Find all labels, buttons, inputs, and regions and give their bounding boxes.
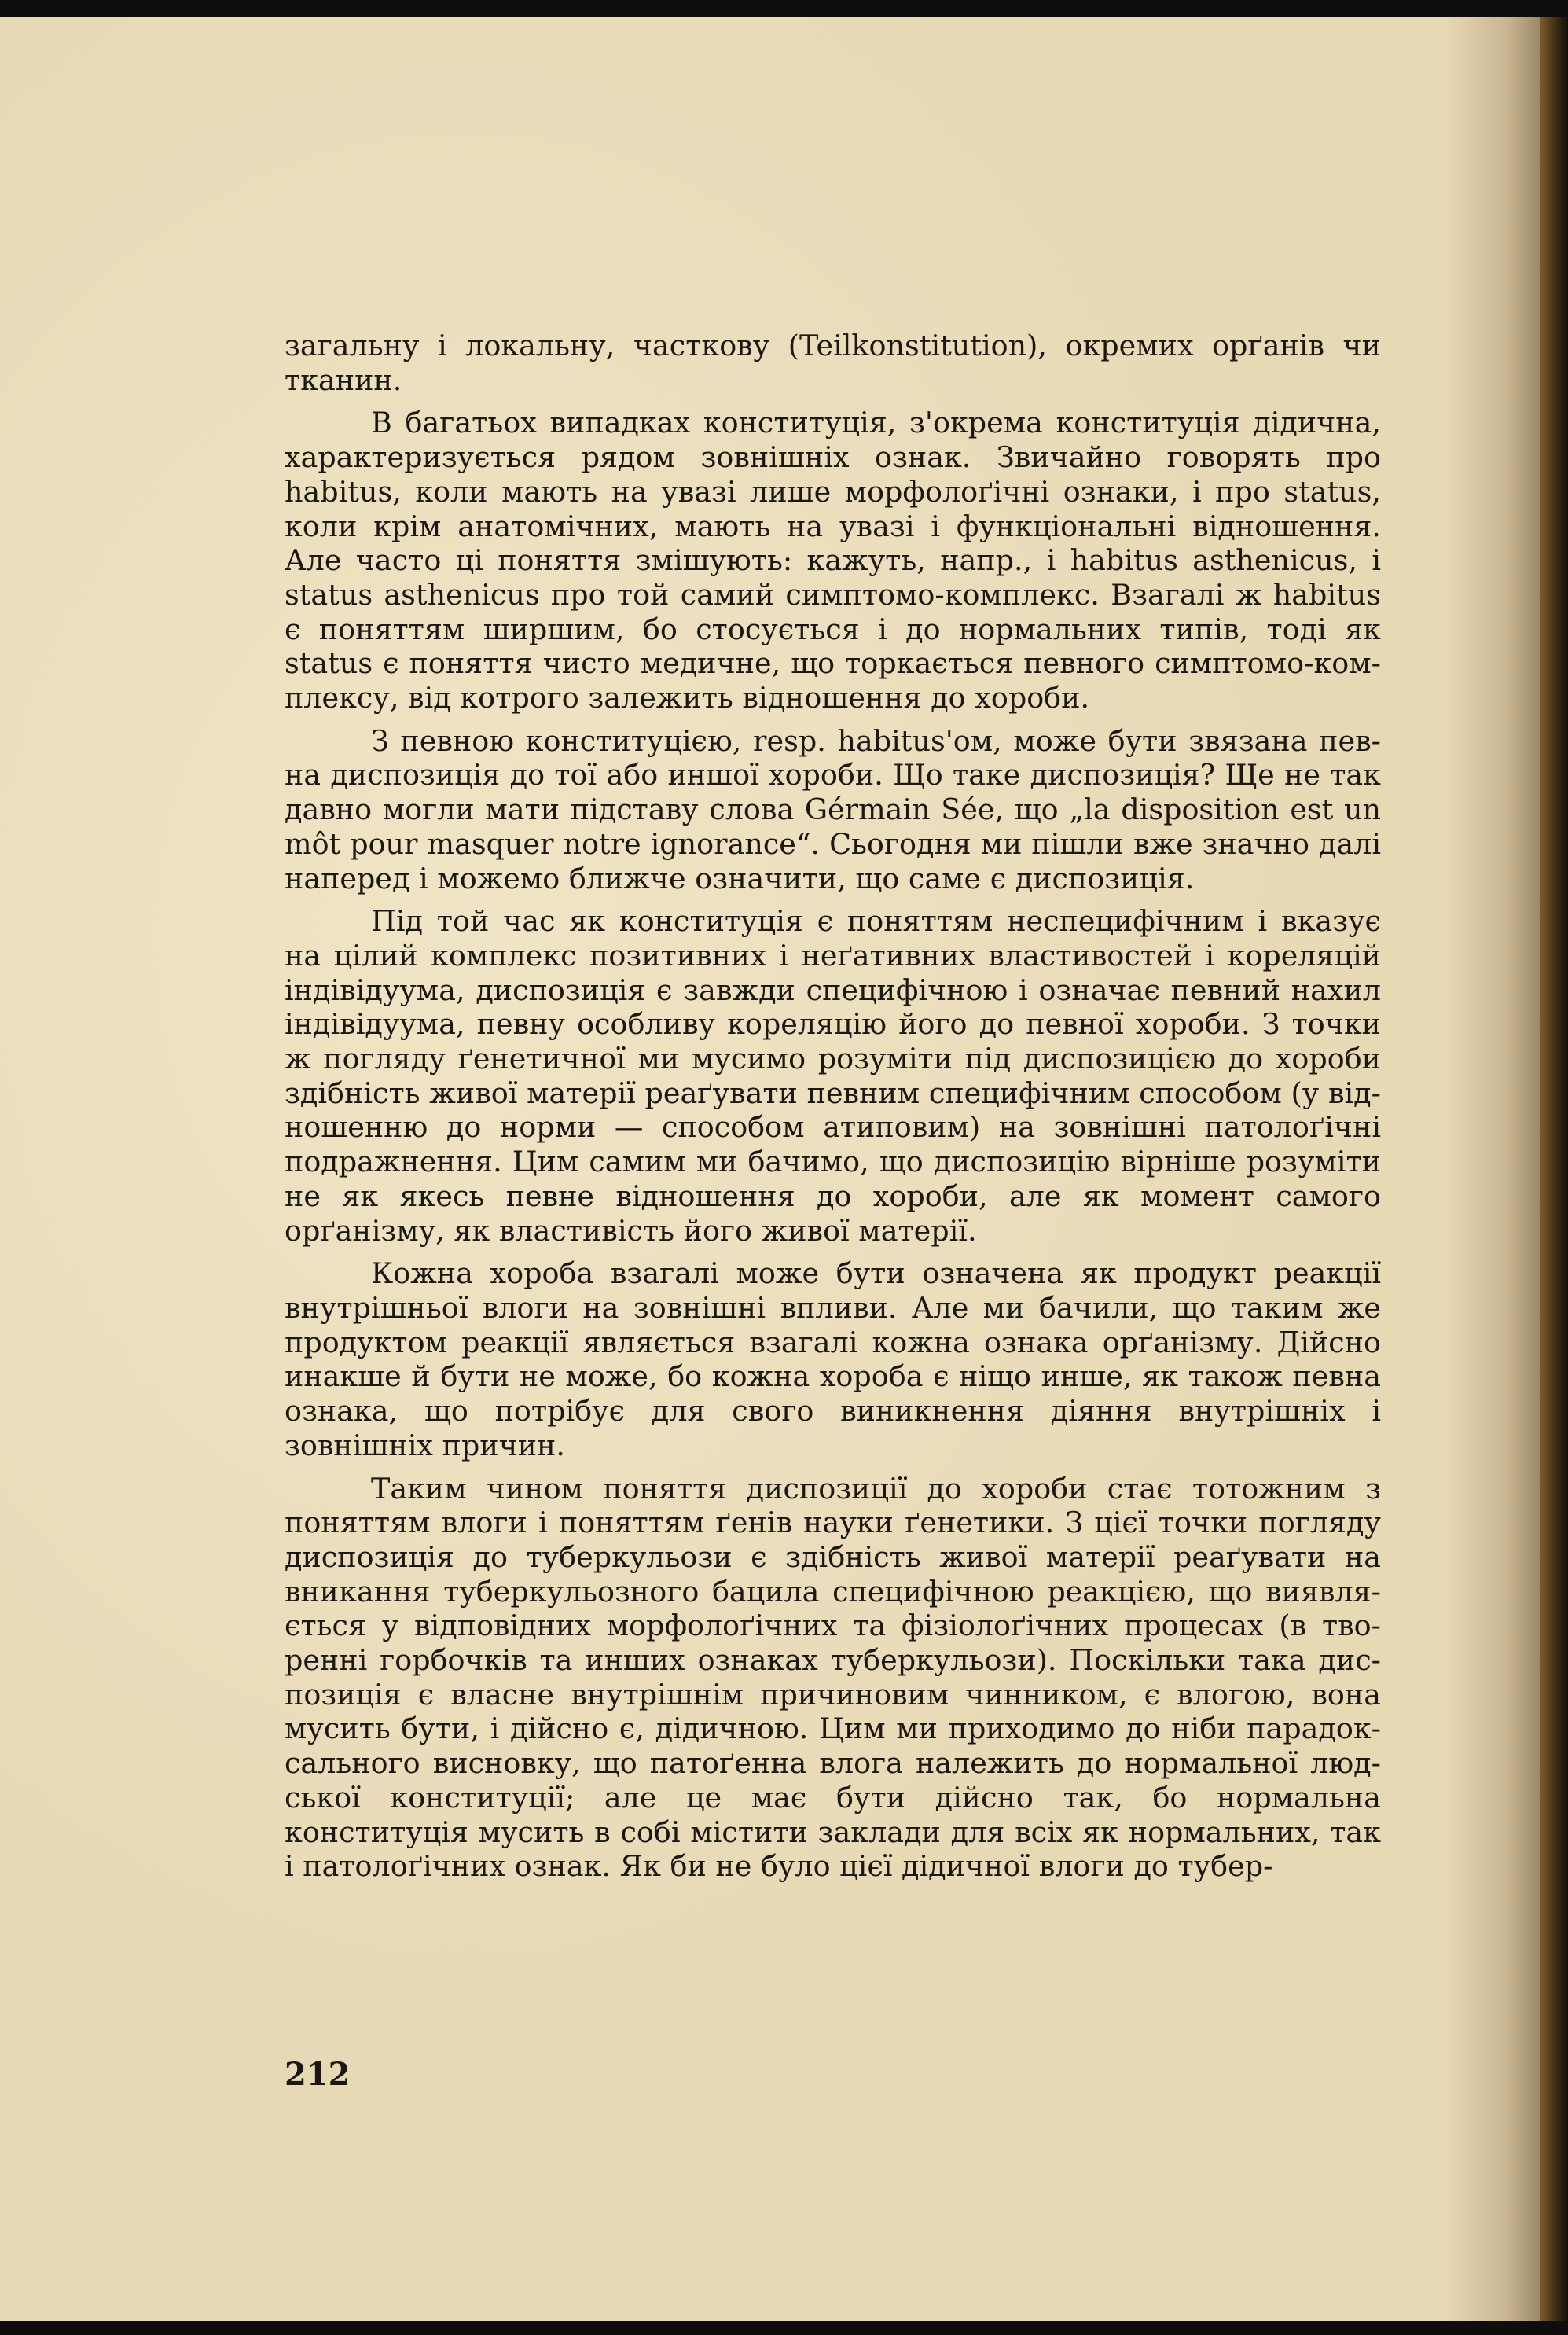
page-number: 212 [285,2056,351,2093]
paragraph-2: В багатьох випадках конституція, з'окрема конституція дідична, характеризується рядом зовнішніх ознак. Звичайно говорять про habitus, коли мають на увазі лише морфолоґічні ознаки, і про status, коли крім анатомічних, мають на увазі і функціональні відношення. Але часто ці поняття змішують: кажуть, напр., і habitus asthenicus, і status asthenicus про той самий симптомо-комплекс. Взагалі ж habitus є поняттям ширшим, бо стосується і до нормальних типів, тоді як status є поняття чисто медичне, що торкається певного симптомо-комплексу, від котрого залежить відношення до хороби. [285,406,1381,715]
paragraph-5: Кожна хороба взагалі може бути означена як продукт реакції внутрішньої влоги на зовнішні впливи. Але ми бачили, що таким же продуктом реакції являється взагалі кожна ознака орґанізму. Дійсно инакше й бути не може, бо кожна хороба є ніщо инше, як також певна ознака, що потрібує для свого виникнення діяння внутрішніх і зовнішніх причин. [285,1256,1381,1462]
paragraph-4: Під той час як конституція є поняттям неспецифічним і вказує на цілий комплекс позитивних і неґативних властивостей і кореляцій індівідуума, диспозиція є завжди специфічною і означає певний нахил індівідуума, певну особливу кореляцію його до певної хороби. З точки ж погляду ґенетичної ми мусимо розуміти під диспозицією до хороби здібність живої матерії реаґувати певним специфічним способом (у відношенню до норми — способом атиповим) на зовнішні патолоґічні подражнення. Цим самим ми бачимо, що диспозицію вірніше розуміти не як якесь певне відношення до хороби, але як момент самого орґанізму, як властивість його живої матерії. [285,904,1381,1248]
body-text [285,329,1381,1892]
paragraph-1: загальну і локальну, часткову (Teilkonstitution), окремих орґанів чи тканин. [285,329,1381,397]
book-spine-edge [1540,17,1568,2321]
paragraph-6: Таким чином поняття диспозиції до хороби стає тотожним з поняттям влоги і поняттям ґенів науки ґенетики. З цієї точки погляду диспозиція до туберкульози є здібність живої матерії реаґувати на вникання туберкульозного бацила специфічною реакцією, що виявляється у відповідних морфолоґічних та фізіолоґічних процесах (в творенні горбочків та инших ознаках туберкульози). Поскільки така диспозиція є власне внутрішнім причиновим чинником, є влогою, вона мусить бути, і дійсно є, дідичною. Цим ми приходимо до ніби парадоксального висновку, що патоґенна влога належить до нормальної людської конституції; але це має бути дійсно так, бо нормальна конституція мусить в собі містити заклади для всіх як нормальних, так і патолоґічних ознак. Як би не було цієї дідичної влоги до тубер- [285,1471,1381,1884]
paragraph-3: З певною конституцією, resp. habitus'ом, може бути звязана певна диспозиція до тої або иншої хороби. Що таке диспозиція? Ще не так давно могли мати підставу слова Gérmain Sée, що „la disposition est un môt pour masquer notre ignorance“. Сьогодня ми пішли вже значно далі наперед і можемо ближче означити, що саме є диспозиція. [285,723,1381,895]
